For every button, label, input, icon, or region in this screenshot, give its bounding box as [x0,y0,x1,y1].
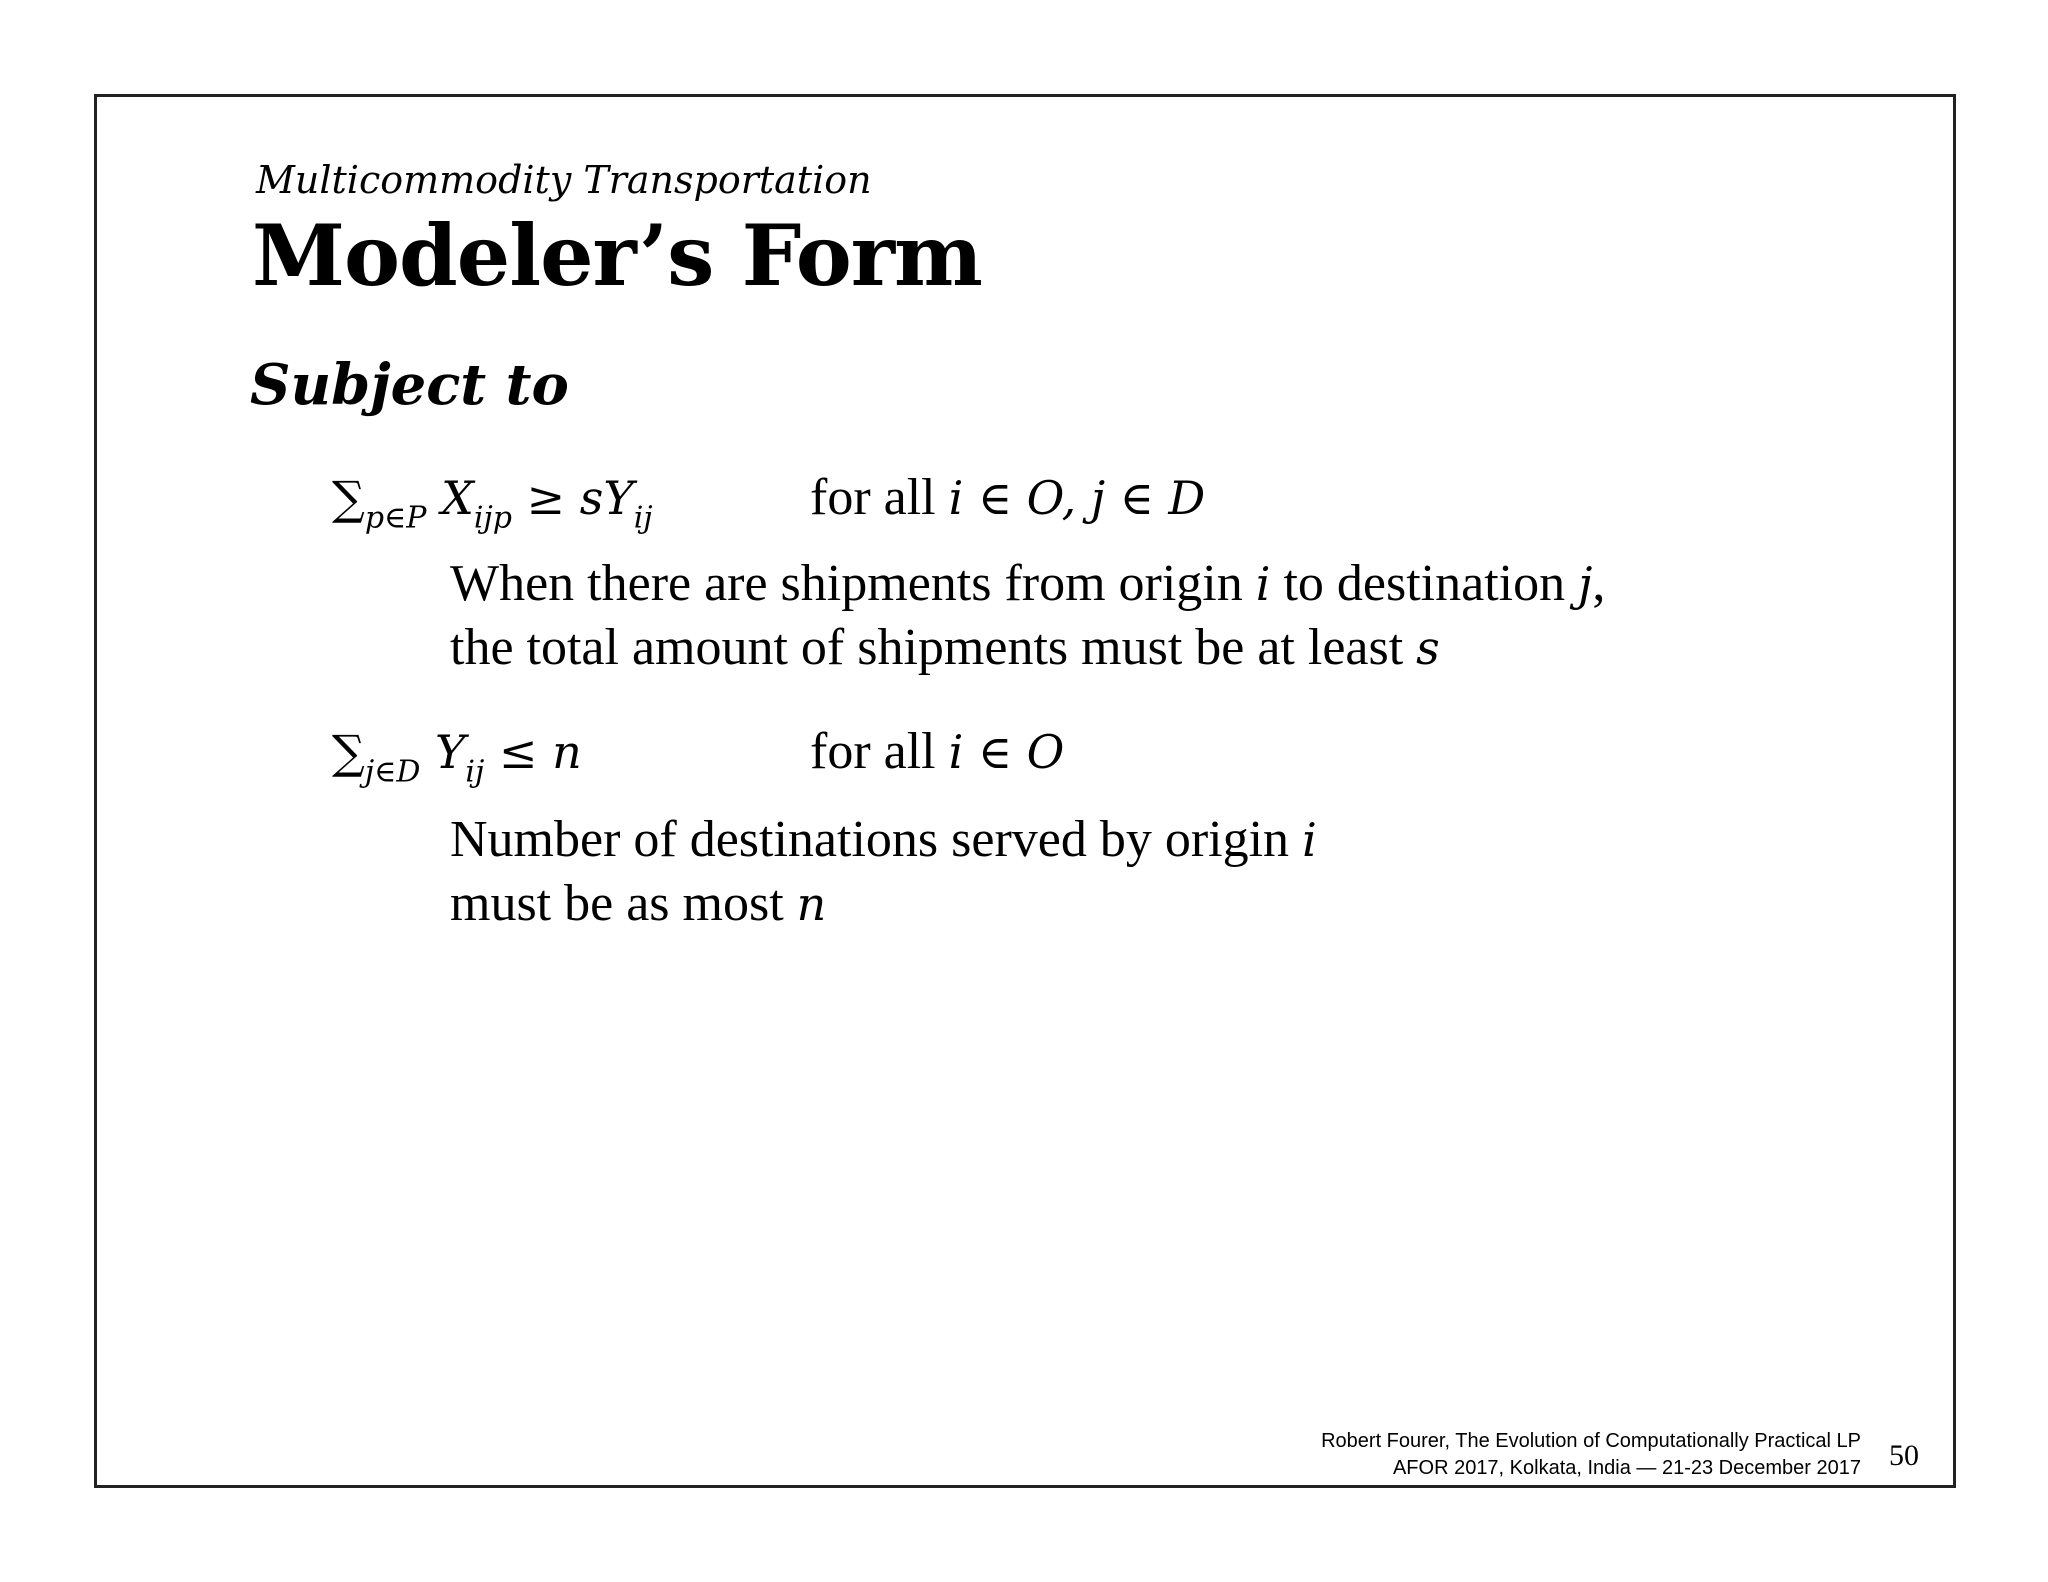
desc-text: When there are shipments from origin [450,555,1256,612]
condition-text: for all [810,723,949,780]
lhs-variable: X [441,471,474,525]
lhs-variable: Y [435,725,466,779]
sum-symbol: ∑ [332,725,365,779]
section-heading: Subject to [250,352,569,418]
footer-line-2: AFOR 2017, Kolkata, India — 21-23 December 2017 [1392,1457,1861,1479]
lhs-index: ijp [473,500,512,536]
operator-rhs: ≥ sY [511,471,634,525]
desc-text: the total amount of shipments must be at least [450,619,1417,676]
desc-text: , [1592,555,1606,612]
operator-rhs: ≤ n [484,725,582,779]
constraint-2-condition [810,722,1064,782]
desc-var-s: s [1416,621,1440,675]
constraint-2-formula [332,722,582,790]
desc-var-n: n [796,877,827,931]
constraint-2-description-line1 [450,808,1317,872]
condition-math: i ∈ O, j ∈ D [948,471,1206,525]
desc-text: to destination [1270,555,1579,612]
constraint-1-description-line1 [450,552,1605,616]
footer-citation [1321,1428,1861,1482]
slide-subtitle: Multicommodity Transportation [256,158,872,202]
sum-index: j∈D [364,754,421,790]
desc-var-i: i [1255,557,1271,611]
lhs-index: ij [465,754,485,790]
sum-symbol: ∑ [332,471,365,525]
desc-var-j: j [1578,557,1593,611]
constraint-2-description-line2 [450,872,826,936]
slide-title: Modeler’s Form [252,206,982,305]
constraint-1-condition [810,468,1205,528]
condition-text: for all [810,469,949,526]
desc-var-i: i [1302,813,1317,867]
desc-text: Number of destinations served by origin [450,811,1303,868]
constraint-1-formula [332,468,653,536]
rhs-index: ij [633,500,653,536]
page-number: 50 [1889,1439,1919,1472]
desc-text: must be as most [450,875,797,932]
constraint-1-description-line2 [450,616,1440,680]
sum-index: p∈P [364,500,427,536]
footer-line-1: Robert Fourer, The Evolution of Computationally Practical LP [1321,1430,1861,1452]
condition-math: i ∈ O [948,725,1065,779]
